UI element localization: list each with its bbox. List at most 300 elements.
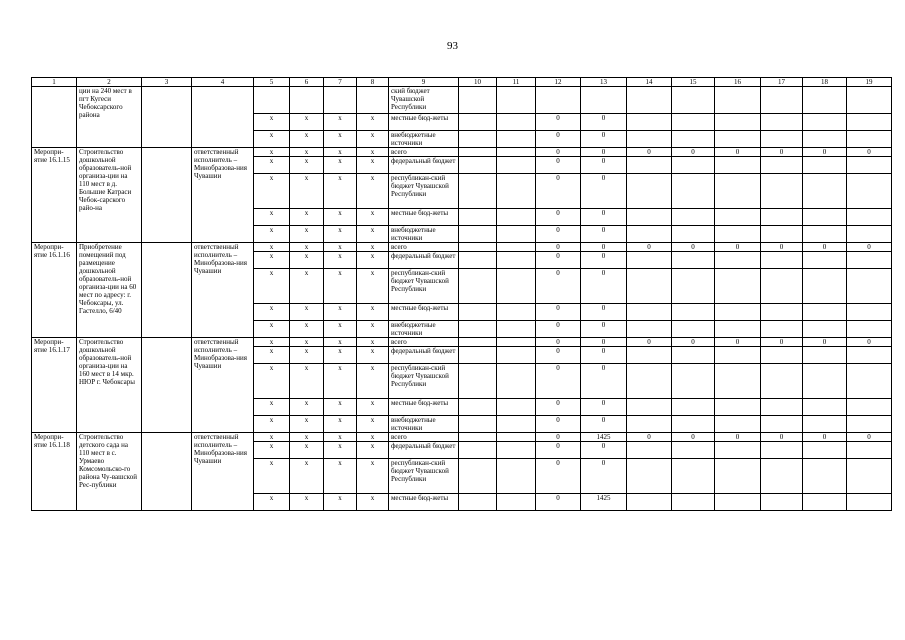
column-header: 3 — [142, 78, 192, 87]
table-cell — [459, 304, 497, 321]
column-header: 19 — [847, 78, 892, 87]
x-cell: x — [254, 459, 290, 494]
value-col12: 0 — [536, 304, 581, 321]
value-cell: 0 — [715, 338, 761, 347]
value-cell — [715, 131, 761, 148]
page-number: 93 — [447, 40, 458, 52]
value-cell — [761, 347, 803, 364]
event-name: ции на 240 мест в пгт Кугеси Чебоксарского района — [77, 87, 142, 148]
table-cell — [627, 87, 672, 114]
column-header: 6 — [290, 78, 324, 87]
value-cell — [715, 399, 761, 416]
table-cell — [32, 87, 77, 148]
value-cell — [715, 347, 761, 364]
value-col12: 0 — [536, 321, 581, 338]
value-col13: 0 — [581, 243, 627, 252]
value-col12: 0 — [536, 252, 581, 269]
value-cell — [761, 269, 803, 304]
value-col12: 0 — [536, 494, 581, 511]
table-cell — [497, 364, 536, 399]
table-cell — [497, 338, 536, 347]
x-cell: x — [324, 338, 357, 347]
x-cell: x — [254, 321, 290, 338]
value-cell — [627, 494, 672, 511]
value-cell — [672, 459, 715, 494]
value-cell — [627, 131, 672, 148]
table-cell — [290, 87, 324, 114]
value-cell — [803, 131, 847, 148]
funding-source: внебюджетные источники — [389, 131, 459, 148]
responsible-executor: ответственный исполнитель – Минобразова-ния Чувашии — [192, 243, 254, 338]
table-cell — [497, 442, 536, 459]
value-cell: 0 — [761, 433, 803, 442]
value-cell — [627, 399, 672, 416]
value-cell — [672, 174, 715, 209]
x-cell: x — [324, 347, 357, 364]
event-name: Строительство дошкольной образователь-ной организа-ции на 110 мест в д. Большие Катраси Чебок-сарского райо-на — [77, 148, 142, 243]
value-col13: 0 — [581, 174, 627, 209]
x-cell: x — [290, 269, 324, 304]
x-cell: x — [324, 148, 357, 157]
x-cell: x — [324, 442, 357, 459]
value-cell — [715, 252, 761, 269]
x-cell: x — [254, 364, 290, 399]
table-cell — [497, 321, 536, 338]
column-header: 2 — [77, 78, 142, 87]
table-cell — [497, 459, 536, 494]
value-cell: 0 — [672, 433, 715, 442]
table-cell — [459, 416, 497, 433]
value-cell: 0 — [627, 433, 672, 442]
table-cell — [497, 494, 536, 511]
value-cell — [715, 494, 761, 511]
value-cell — [761, 157, 803, 174]
value-cell — [847, 209, 892, 226]
value-cell: 0 — [761, 243, 803, 252]
table-cell — [459, 459, 497, 494]
x-cell: x — [357, 174, 389, 209]
x-cell: x — [254, 399, 290, 416]
funding-source: республикан-ский бюджет Чувашской Республики — [389, 364, 459, 399]
column-header: 7 — [324, 78, 357, 87]
value-cell — [715, 157, 761, 174]
x-cell: x — [357, 131, 389, 148]
x-cell: x — [357, 209, 389, 226]
x-cell: x — [357, 304, 389, 321]
table-cell — [459, 494, 497, 511]
table-cell — [497, 226, 536, 243]
event-id: Меропри-ятие 16.1.18 — [32, 433, 77, 511]
x-cell: x — [357, 148, 389, 157]
funding-source: местные бюд-жеты — [389, 494, 459, 511]
x-cell: x — [254, 338, 290, 347]
table-row — [32, 243, 892, 252]
table-cell — [459, 157, 497, 174]
value-cell — [803, 459, 847, 494]
value-cell — [672, 416, 715, 433]
funding-source: местные бюд-жеты — [389, 399, 459, 416]
column-header: 9 — [389, 78, 459, 87]
x-cell: x — [324, 252, 357, 269]
value-cell: 0 — [803, 433, 847, 442]
value-col12: 0 — [536, 226, 581, 243]
value-cell — [627, 114, 672, 131]
value-cell — [761, 252, 803, 269]
value-col12: 0 — [536, 347, 581, 364]
table-cell — [324, 87, 357, 114]
table-cell — [254, 87, 290, 114]
value-cell: 0 — [672, 148, 715, 157]
value-cell — [847, 252, 892, 269]
value-cell — [803, 226, 847, 243]
x-cell: x — [254, 157, 290, 174]
x-cell: x — [324, 226, 357, 243]
event-name: Строительство дошкольной образователь-ной организа-ции на 160 мест в 14 мкр. НЮР г. Чебоксары — [77, 338, 142, 433]
funding-source: республикан-ский бюджет Чувашской Республики — [389, 174, 459, 209]
x-cell: x — [324, 494, 357, 511]
x-cell: x — [290, 416, 324, 433]
funding-source: федеральный бюджет — [389, 252, 459, 269]
x-cell: x — [324, 304, 357, 321]
value-cell — [715, 364, 761, 399]
x-cell: x — [357, 364, 389, 399]
value-cell — [761, 114, 803, 131]
table-cell — [142, 338, 192, 433]
funding-source: всего — [389, 338, 459, 347]
table-cell — [459, 131, 497, 148]
x-cell: x — [357, 252, 389, 269]
value-col12: 0 — [536, 157, 581, 174]
value-col13: 0 — [581, 269, 627, 304]
value-col13: 0 — [581, 338, 627, 347]
value-cell — [672, 114, 715, 131]
value-cell — [761, 416, 803, 433]
x-cell: x — [290, 399, 324, 416]
value-cell — [803, 347, 847, 364]
value-cell — [715, 269, 761, 304]
funding-source: внебюджетные источники — [389, 321, 459, 338]
table-cell — [357, 87, 389, 114]
value-cell — [761, 304, 803, 321]
value-cell — [847, 459, 892, 494]
table-cell — [142, 87, 192, 148]
value-cell — [672, 364, 715, 399]
x-cell: x — [357, 226, 389, 243]
table-cell — [497, 304, 536, 321]
x-cell: x — [357, 338, 389, 347]
table-cell — [459, 243, 497, 252]
value-cell — [627, 269, 672, 304]
value-cell: 0 — [847, 338, 892, 347]
value-cell — [672, 304, 715, 321]
table-cell — [672, 87, 715, 114]
value-cell — [847, 364, 892, 399]
value-cell: 0 — [672, 243, 715, 252]
value-cell — [803, 209, 847, 226]
value-cell — [803, 114, 847, 131]
table-cell — [459, 442, 497, 459]
value-cell — [672, 131, 715, 148]
funding-source: федеральный бюджет — [389, 442, 459, 459]
funding-source: всего — [389, 243, 459, 252]
funding-source: местные бюд-жеты — [389, 114, 459, 131]
value-col12: 0 — [536, 174, 581, 209]
header-row — [32, 78, 892, 87]
x-cell: x — [254, 114, 290, 131]
value-cell — [627, 364, 672, 399]
value-col12: 0 — [536, 131, 581, 148]
event-id: Меропри-ятие 16.1.15 — [32, 148, 77, 243]
value-cell — [761, 364, 803, 399]
value-cell — [672, 321, 715, 338]
value-cell — [672, 209, 715, 226]
x-cell: x — [254, 243, 290, 252]
value-cell — [803, 174, 847, 209]
x-cell: x — [254, 442, 290, 459]
value-cell — [715, 442, 761, 459]
value-cell: 0 — [627, 243, 672, 252]
x-cell: x — [324, 459, 357, 494]
x-cell: x — [254, 416, 290, 433]
x-cell: x — [290, 226, 324, 243]
value-cell — [803, 442, 847, 459]
value-cell — [672, 399, 715, 416]
funding-source: местные бюд-жеты — [389, 304, 459, 321]
x-cell: x — [290, 442, 324, 459]
value-cell — [761, 209, 803, 226]
funding-source: внебюджетные источники — [389, 226, 459, 243]
table-cell — [192, 87, 254, 148]
value-cell — [847, 304, 892, 321]
value-col13: 0 — [581, 131, 627, 148]
value-cell: 0 — [627, 148, 672, 157]
x-cell: x — [357, 433, 389, 442]
value-cell: 0 — [715, 433, 761, 442]
x-cell: x — [254, 347, 290, 364]
value-col13: 0 — [581, 399, 627, 416]
table-cell — [459, 226, 497, 243]
column-header: 11 — [497, 78, 536, 87]
funding-source: местные бюд-жеты — [389, 209, 459, 226]
table-cell — [459, 433, 497, 442]
x-cell: x — [254, 433, 290, 442]
table-cell — [459, 87, 497, 114]
value-cell — [627, 347, 672, 364]
table-cell — [847, 87, 892, 114]
table-cell — [459, 338, 497, 347]
value-col12: 0 — [536, 209, 581, 226]
value-cell — [803, 364, 847, 399]
funding-source: республикан-ский бюджет Чувашской Республики — [389, 269, 459, 304]
x-cell: x — [254, 494, 290, 511]
table-cell — [497, 416, 536, 433]
x-cell: x — [357, 459, 389, 494]
event-id: Меропри-ятие 16.1.16 — [32, 243, 77, 338]
column-header: 17 — [761, 78, 803, 87]
value-cell — [627, 321, 672, 338]
x-cell: x — [324, 157, 357, 174]
value-col13: 0 — [581, 442, 627, 459]
x-cell: x — [324, 209, 357, 226]
value-cell: 0 — [672, 338, 715, 347]
x-cell: x — [357, 243, 389, 252]
x-cell: x — [290, 243, 324, 252]
value-col12: 0 — [536, 148, 581, 157]
value-col13: 0 — [581, 226, 627, 243]
x-cell: x — [290, 252, 324, 269]
value-col13: 0 — [581, 321, 627, 338]
table-cell — [803, 87, 847, 114]
value-col13: 0 — [581, 252, 627, 269]
value-cell — [803, 157, 847, 174]
column-header: 14 — [627, 78, 672, 87]
x-cell: x — [357, 114, 389, 131]
x-cell: x — [357, 269, 389, 304]
value-cell: 0 — [761, 338, 803, 347]
value-cell — [627, 416, 672, 433]
value-cell: 0 — [803, 148, 847, 157]
x-cell: x — [290, 209, 324, 226]
value-cell: 0 — [627, 338, 672, 347]
value-col13: 0 — [581, 347, 627, 364]
funding-source: всего — [389, 148, 459, 157]
value-cell — [803, 494, 847, 511]
x-cell: x — [290, 304, 324, 321]
value-cell — [715, 226, 761, 243]
value-cell — [715, 114, 761, 131]
value-cell — [627, 174, 672, 209]
value-cell: 0 — [847, 243, 892, 252]
value-col13: 0 — [581, 148, 627, 157]
value-col12: 0 — [536, 243, 581, 252]
table-cell — [459, 209, 497, 226]
value-cell — [847, 442, 892, 459]
x-cell: x — [290, 364, 324, 399]
table-cell — [497, 174, 536, 209]
funding-source: республикан-ский бюджет Чувашской Республики — [389, 459, 459, 494]
value-cell — [847, 399, 892, 416]
value-cell — [847, 321, 892, 338]
x-cell: x — [324, 399, 357, 416]
value-col12: 0 — [536, 114, 581, 131]
x-cell: x — [324, 269, 357, 304]
x-cell: x — [324, 114, 357, 131]
column-header: 4 — [192, 78, 254, 87]
value-cell — [761, 494, 803, 511]
value-cell — [627, 252, 672, 269]
table-cell — [459, 321, 497, 338]
table-cell — [497, 114, 536, 131]
x-cell: x — [290, 114, 324, 131]
value-cell: 0 — [715, 148, 761, 157]
value-cell — [627, 157, 672, 174]
value-cell: 0 — [803, 338, 847, 347]
value-cell — [847, 494, 892, 511]
column-header: 10 — [459, 78, 497, 87]
value-cell: 0 — [847, 148, 892, 157]
value-cell — [847, 269, 892, 304]
value-cell — [672, 226, 715, 243]
x-cell: x — [254, 252, 290, 269]
table-cell — [459, 252, 497, 269]
value-col13: 0 — [581, 304, 627, 321]
x-cell: x — [357, 442, 389, 459]
x-cell: x — [254, 131, 290, 148]
value-cell — [627, 459, 672, 494]
value-col13: 0 — [581, 416, 627, 433]
responsible-executor: ответственный исполнитель – Минобразова-ния Чувашии — [192, 433, 254, 511]
x-cell: x — [290, 174, 324, 209]
value-cell — [715, 304, 761, 321]
table-cell — [497, 87, 536, 114]
value-cell — [672, 494, 715, 511]
table-row — [32, 433, 892, 442]
event-name: Приобретение помещений под размещение дошкольной образователь-ной организа-ции на 60 мест по адресу: г. Чебоксары, ул. Гастелло, 6/40 — [77, 243, 142, 338]
table-cell — [497, 148, 536, 157]
table-cell — [497, 269, 536, 304]
table-cell — [497, 209, 536, 226]
table-cell — [761, 87, 803, 114]
column-header: 12 — [536, 78, 581, 87]
table-cell — [497, 252, 536, 269]
value-col13: 0 — [581, 114, 627, 131]
value-cell — [803, 304, 847, 321]
funding-source: ский бюджет Чувашской Республики — [389, 87, 459, 114]
value-cell: 0 — [847, 433, 892, 442]
table-cell — [497, 243, 536, 252]
value-cell — [627, 442, 672, 459]
value-col13: 0 — [581, 459, 627, 494]
value-cell — [847, 157, 892, 174]
program-table — [31, 77, 892, 511]
table-cell — [459, 364, 497, 399]
value-cell — [627, 226, 672, 243]
table-cell — [497, 433, 536, 442]
value-cell — [761, 131, 803, 148]
value-cell — [761, 174, 803, 209]
table-row — [32, 338, 892, 347]
x-cell: x — [290, 148, 324, 157]
event-name: Строительство детского сада на 110 мест в с. Урмаево Комсомольско-го района Чу-вашской Рес-публики — [77, 433, 142, 511]
funding-source: федеральный бюджет — [389, 347, 459, 364]
x-cell: x — [254, 269, 290, 304]
value-cell — [761, 226, 803, 243]
table-cell — [459, 174, 497, 209]
value-cell — [672, 347, 715, 364]
x-cell: x — [324, 243, 357, 252]
value-col12: 0 — [536, 433, 581, 442]
value-cell — [672, 252, 715, 269]
value-cell — [672, 157, 715, 174]
value-col12: 0 — [536, 269, 581, 304]
funding-source: всего — [389, 433, 459, 442]
column-header: 13 — [581, 78, 627, 87]
value-col12: 0 — [536, 459, 581, 494]
x-cell: x — [254, 209, 290, 226]
value-cell: 0 — [761, 148, 803, 157]
x-cell: x — [290, 131, 324, 148]
value-cell — [761, 321, 803, 338]
table-cell — [459, 114, 497, 131]
value-cell — [715, 459, 761, 494]
x-cell: x — [324, 321, 357, 338]
x-cell: x — [324, 174, 357, 209]
x-cell: x — [254, 148, 290, 157]
value-col12: 0 — [536, 416, 581, 433]
table-cell — [497, 399, 536, 416]
value-cell — [847, 347, 892, 364]
column-header: 5 — [254, 78, 290, 87]
